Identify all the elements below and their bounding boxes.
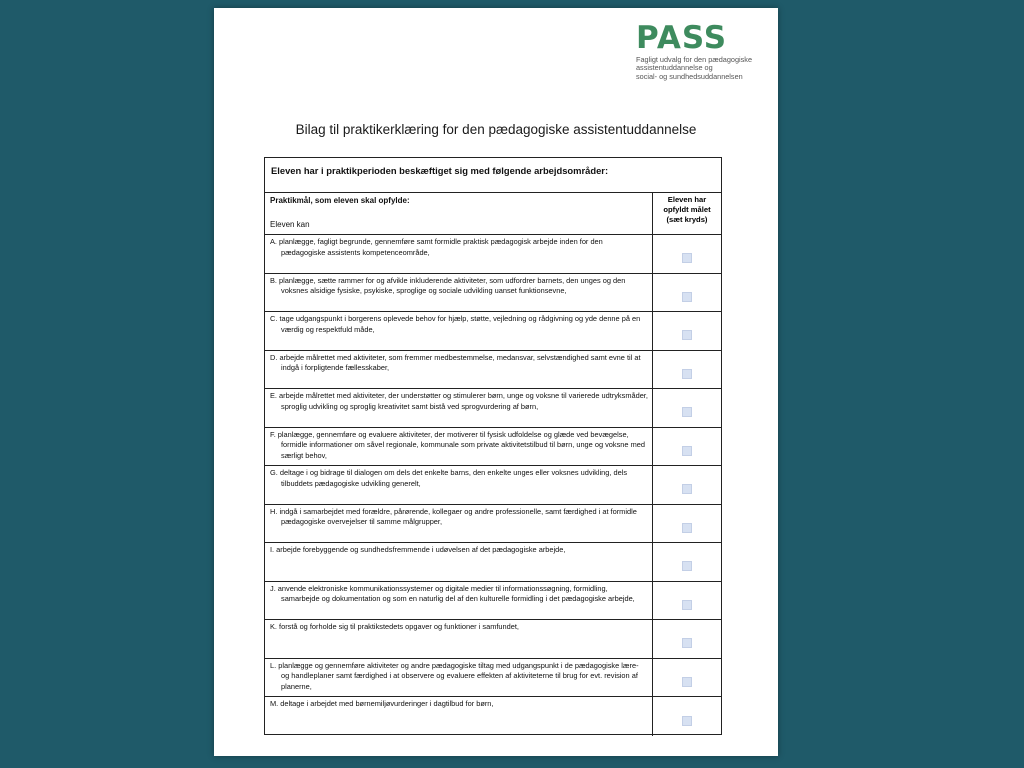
table-row (265, 428, 721, 467)
pass-logo (636, 22, 776, 81)
column-header-right (653, 193, 721, 234)
column-header-right-line: (sæt kryds) (666, 215, 708, 224)
goal-checkbox[interactable] (682, 330, 692, 340)
table-row (265, 351, 721, 390)
goal-text: C. tage udgangspunkt i borgerens oplevede behov for hjælp, støtte, vejledning og rådgivning og yde denne på en værdig og respektfuld måde, (270, 314, 641, 334)
table-row (265, 697, 721, 736)
goal-text: D. arbejde målrettet med aktiviteter, som fremmer medbestemmelse, medansvar, selvstændighed samt evne til at indgå i forpligtende fællesskaber, (270, 352, 641, 373)
table-row (265, 312, 721, 351)
goal-checkbox[interactable] (682, 407, 692, 417)
goal-text: G. deltage i og bidrage til dialogen om dels det enkelte barns, den enkelte unges eller voksnes udvikling, dels tilbuddets pædagogiske udvikling generelt, (270, 468, 628, 488)
column-header-right-line: opfyldt målet (663, 205, 711, 214)
column-header-left-title: Praktikmål, som eleven skal opfylde: (270, 196, 410, 205)
table-row (265, 543, 721, 582)
logo-subtitle-line: social- og sundhedsuddannelsen (636, 71, 743, 81)
column-header-left-sub: Eleven kan (270, 219, 310, 229)
goal-text: M. deltage i arbejdet med børnemiljøvurderinger i dagtilbud for børn, (270, 699, 494, 708)
table-header: Eleven har i praktikperioden beskæftiget sig med følgende arbejdsområder: (265, 158, 721, 193)
goal-checkbox[interactable] (682, 369, 692, 379)
table-row (265, 582, 721, 621)
goal-text: B. planlægge, sætte rammer for og afvikle inkluderende aktiviteter, som udfordrer barnets, den unges og den voksnes alsidige fysiske, psykiske, sproglige og sociale udvikling uanset funktionsevne, (270, 275, 626, 296)
goal-text: L. planlægge og gennemføre aktiviteter og andre pædagogiske tiltag med udgangspunkt i de pædagogiske lære- og handleplaner samt færdighed i at observere og evaluere effekten af aktiviteterne til brug for evt. revision af planerne, (270, 660, 639, 691)
goal-text: K. forstå og forholde sig til praktikstedets opgaver og funktioner i samfundet, (270, 622, 519, 631)
logo-subtitle (636, 56, 776, 81)
table-row (265, 659, 721, 698)
table-row (265, 235, 721, 274)
goal-checkbox[interactable] (682, 677, 692, 687)
goal-checkbox[interactable] (682, 484, 692, 494)
goal-text: H. indgå i samarbejdet med forældre, pårørende, kollegaer og andre professionelle, samt færdighed i at formidle pædagogiske overvejelser til samme målgrupper, (270, 506, 637, 527)
logo-subtitle-line: Fagligt udvalg for den pædagogiske (636, 55, 753, 64)
goal-checkbox[interactable] (682, 638, 692, 648)
column-header-left (265, 193, 653, 234)
goal-checkbox[interactable] (682, 446, 692, 456)
document-title: Bilag til praktikerklæring for den pædagogiske assistentuddannelse (295, 122, 697, 137)
table-row (265, 505, 721, 544)
goal-checkbox[interactable] (682, 716, 692, 726)
logo-text: PASS (636, 20, 728, 56)
document-page (214, 8, 778, 756)
goal-checkbox[interactable] (682, 292, 692, 302)
goal-checkbox[interactable] (682, 600, 692, 610)
logo-subtitle-line: assistentuddannelse og (636, 63, 713, 73)
column-header-right-line: Eleven har (667, 195, 707, 204)
goals-table (264, 157, 722, 735)
goal-text: I. arbejde forebyggende og sundhedsfremmende i udøvelsen af det pædagogiske arbejde, (270, 545, 566, 554)
goal-text: F. planlægge, gennemføre og evaluere aktiviteter, der motiverer til fysisk udfoldelse og glæde ved bevægelse, formidle informationer om såvel regionale, kommunale som private aktivitetstilbud til børn, unge og voksne med særligt behov, (270, 429, 645, 460)
table-row (265, 389, 721, 428)
goal-text: A. planlægge, fagligt begrunde, gennemføre samt formidle praktisk pædagogisk arbejde inden for den pædagogiske assistents kompetenceområde, (270, 237, 603, 257)
column-header-row (265, 193, 721, 235)
goal-checkbox[interactable] (682, 253, 692, 263)
goal-text: E. arbejde målrettet med aktiviteter, der understøtter og stimulerer børn, unge og voksne til varierede udtryksmåder, sproglig udvikling og sproglig kreativitet samt bistå ved sprogvurdering af børn, (270, 391, 648, 411)
table-row (265, 274, 721, 313)
goal-text: J. anvende elektroniske kommunikationssystemer og digitale medier til informationssøgning, formidling, samarbejde og dokumentation og som en naturlig del af den kulturelle formidling i det pædagogiske arbejde, (270, 583, 635, 604)
table-row (265, 620, 721, 659)
goal-checkbox[interactable] (682, 523, 692, 533)
goal-checkbox[interactable] (682, 561, 692, 571)
table-row (265, 466, 721, 505)
